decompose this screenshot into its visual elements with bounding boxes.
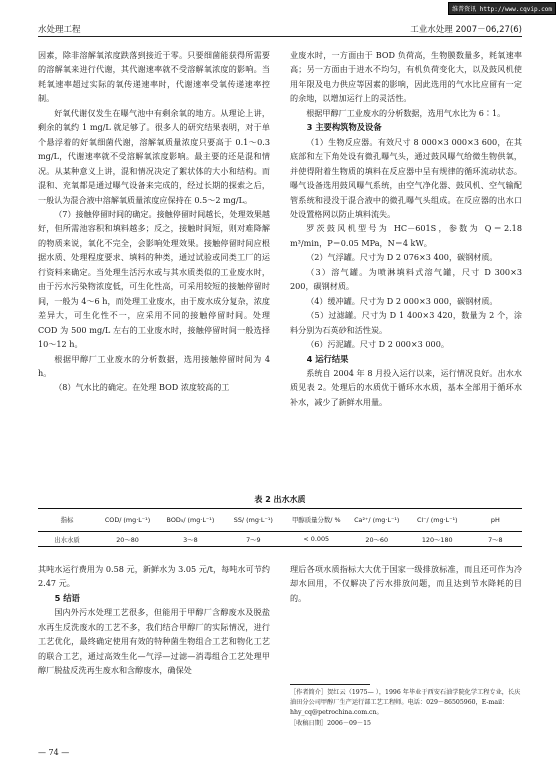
paragraph: 业废水时，一方面由于 BOD 负荷高，生物膜数量多，耗氧速率高；另一方面由于进水不均匀，有机负荷变化大，以及鼓风机使用年限及电力供应等因素的影响，因此选用的气水比应留有一定的余地，以增加运行上的灵活性。 [290,50,522,104]
received-date: ［收稿日期］2006－09－15 [290,719,371,727]
paragraph: 好氧代谢仅发生在曝气池中有剩余氧的地方。从理论上讲，剩余的氧约 1 mg/L 就足够了。很多人的研究结果表明，对于单个悬浮着的好氧细菌代谢，溶解氧质量浓度只要高于 0.1～0.3 mg/L，代谢速率就不受溶解氧浓度影响。最主要的还是混和情况。从某种意义上讲，混和情况决定了絮状体的大小和结构。而混和、充氧都是通过曝气设备来完成的，经过长期的探索之后，一般认为混合液中溶解氧质量浓度应保持在 0.5～2 mg/L。 [38,107,270,205]
paragraph: （5）过滤罐。尺寸为 D 1 400×3 420，数量为 2 个，涂料分别为石英砂和活性炭。 [290,310,522,335]
section-heading: 4 运行结果 [306,353,349,364]
paragraph: 因素，除非溶解氧浓度跌落到接近于零。只要细菌能获得所需要的溶解氧来进行代谢，其代谢速率就不受溶解氧浓度的影响。当耗氧速率超过实际的氧传递速率时，代谢速率受氧传递速率控制。 [38,50,270,104]
paragraph: （6）污泥罐。尺寸 D 2 000×3 000。 [306,339,449,350]
author-footnote [290,684,522,729]
table-header-cell: Cl⁻/ (mg·L⁻¹) [406,509,469,532]
header-rule [38,36,522,37]
right-column-top [290,48,522,409]
table-header-cell: BOD₅/ (mg·L⁻¹) [159,509,222,532]
paragraph: 罗茨鼓风机型号为 HC－601S，参数为 Q＝2.18 m³/min，P＝0.05 MPa，N＝4 kW。 [290,223,522,248]
paragraph: （7）接触停留时间的确定。接触停留时间越长，处理效果越好，但所需池容积和填料越多；反之，接触时间短，则对难降解的物质来说，氧化不完全，会影响处理效果。接触停留时间应根据水质、处理程度要求、填料的种类，通过试验或同类工厂的运行资料来确定。当处理生活污水或与其水质类似的工业废水时，由于污水污染物浓度低，可生化性高，可采用较短的接触停留时间，一般为 4～6 h，而处理工业废水，由于废水成分复杂，浓度差异大，可生化性不一，应采用不同的接触停留时间。处理 COD 为 500 mg/L 左右的工业废水时，接触停留时间一般选择 10～12 h。 [38,208,270,350]
paragraph: 其吨水运行费用为 0.58 元，新鲜水为 3.05 元/t，每吨水可节约 2.47 元。 [38,564,270,589]
running-header-section: 水处理工程 [38,25,81,35]
footnote-rule [290,684,370,685]
paragraph: （2）气浮罐。尺寸为 D 2 076×3 400，碳钢材质。 [306,252,498,263]
right-column-bottom [290,562,522,605]
table-cell: 20～80 [96,532,159,547]
section-heading: 5 结语 [54,592,80,603]
table-cell: 20～60 [348,532,406,547]
table-header-cell: 甲醇质量分数/ % [285,509,348,532]
paragraph: （1）生物反应器。有效尺寸 8 000×3 000×3 600，在其底部和左下角处设有微孔曝气头，通过鼓风曝气给微生物供氧，并使得附着生物质的填料在反应器中呈有规律的循环流动状态。曝气设备选用鼓风曝气系统，由空气净化器、鼓风机、空气输配管系统和浸没于混合液中的微孔曝气头组成。在反应器的出水口处设置格网以防止填料流失。 [290,136,522,219]
table-row [38,532,522,547]
author-bio: ［作者简介］贺红云（1975— ），1996 年毕业于西安石油学院化学工程专业，长庆油田分公司甲醇厂生产运行部工艺工程师。电话：029－86505960，E-mail：hhy_cq@petrochina.com.cn。 [290,689,521,717]
table-header-cell: COD/ (mg·L⁻¹) [96,509,159,532]
paragraph: 根据甲醇厂工业废水的分析数据，选用接触停留时间为 4 h。 [38,353,270,378]
paragraph: （8）气水比的确定。在处理 BOD 浓度较高的工 [54,382,230,393]
section-heading: 3 主要构筑物及设备 [306,122,382,133]
table-cell: 7～9 [222,532,285,547]
paragraph: 国内外污水处理工艺很多，但能用于甲醇厂含醇废水及脱盐水再生反洗废水的工艺不多，我们结合甲醇厂的实际情况，进行工艺优化，最终确定使用有效的特种菌生物组合工艺和物化工艺的联合工艺，通过高效生化—气浮—过滤—消毒组合工艺处理甲醇厂脱盐反洗再生废水和含醇废水，确保处 [38,607,270,676]
paragraph: 根据甲醇厂工业废水的分析数据，选用气水比为 6∶1。 [306,107,506,118]
running-header-journal: 工业水处理 2007－06,27(6) [410,25,522,35]
table-header-row [38,509,522,532]
page-number: — 74 — [38,748,70,757]
paragraph: 系统自 2004 年 8 月投入运行以来，运行情况良好。出水水质见表 2。处理后的水质优于循环水水质，基本全部用于循环水补水，减少了新鲜水用量。 [290,367,522,407]
paragraph: 理后各项水质指标大大优于国家一级排放标准，而且还可作为冷却水回用，不仅解决了污水排放问题，而且达到节水降耗的目的。 [290,564,522,603]
left-column-bottom [38,562,270,678]
table-cell: 120～180 [406,532,469,547]
table-caption: 表 2 出水水质 [254,495,306,504]
table-header-cell: SS/ (mg·L⁻¹) [222,509,285,532]
paragraph: （3）溶气罐。为喷淋填料式溶气罐，尺寸 D 300×3 200，碳钢材质。 [290,266,522,292]
left-column-top [38,48,270,395]
table-cell: 7～8 [469,532,522,547]
water-quality-table [38,508,522,547]
table-cell: < 0.005 [285,532,348,547]
table-header-cell: Ca²⁺/ (mg·L⁻¹) [348,509,406,532]
table-header-cell: 指标 [38,509,96,532]
watermark-badge: 维普资讯 http://www.cqvip.com [448,2,556,15]
table-header-cell: pH [469,509,522,532]
table-cell: 出水水质 [38,532,96,547]
paragraph: （4）缓冲罐。尺寸为 D 2 000×3 000，碳钢材质。 [306,295,498,306]
table-cell: 3～8 [159,532,222,547]
